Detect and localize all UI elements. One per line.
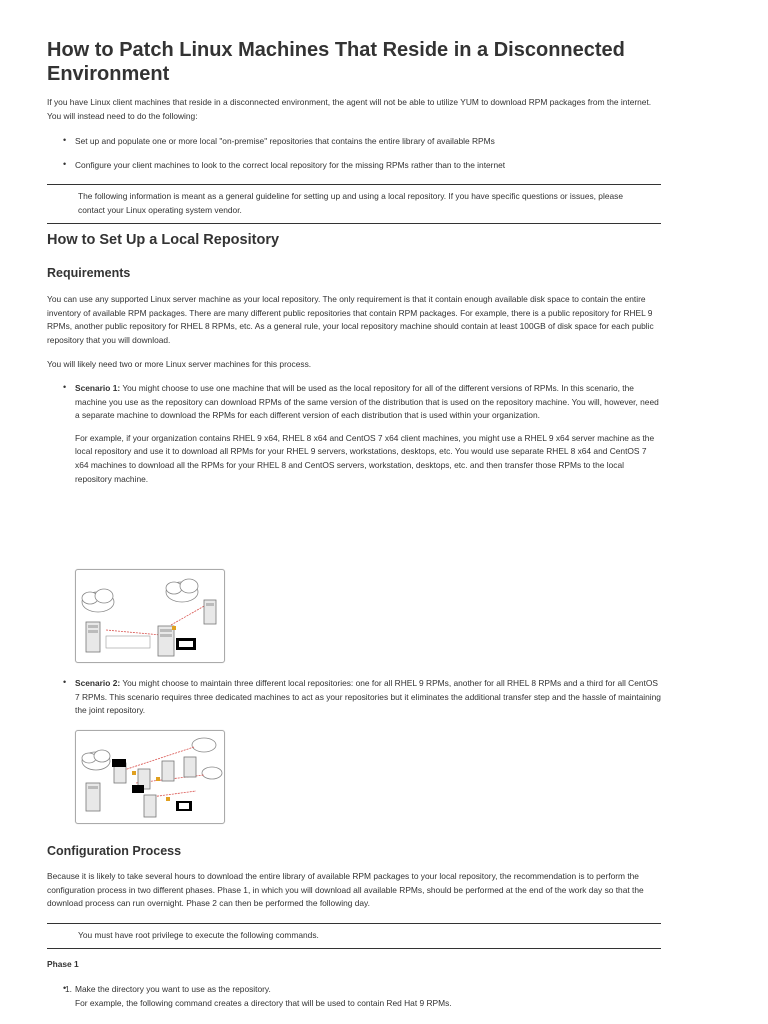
info-note [47, 184, 661, 224]
requirements-paragraph: You can use any supported Linux server machine as your local repository. The only requirement is that it contain enough available disk space to contain the entire inventory of available RPM packages. There are many different public repositories that contain RPM packages. For example, there is a public repository for RHEL 9 RPMs, another public repository for RHEL 8 RPMs, etc. As a general rule, your local repository machine should contain at least 100GB of disk space for each public repository that you will download. [47, 294, 654, 345]
scenario-2-text: You might choose to maintain three different local repositories: one for all RHEL 9 RPMs, another for all RHEL 8 RPMs and a third for all CentOS 7 RPMs. This scenario requires three dedicated machines to act as your repositories but it eliminates the additional transfer step and the hassle of maintaining the joint repository. [75, 678, 661, 716]
scenario-1-text: You might choose to use one machine that will be used as the local repository for all of the different versions of RPMs. In this scenario, the machine you use as the repository can download RPMs of the same version of the distribution that is used on the repository machine. You will, however, need a separate machine to download the RPMs for each different version of each distribution that is used within your organization. [75, 383, 659, 421]
phase-1-heading: Phase 1 [47, 959, 79, 969]
info-note-text: The following information is meant as a general guideline for setting up and using a local repository. If you have specific questions or issues, please contact your Linux operating system vendor. [78, 191, 623, 215]
scenario-1-example: For example, if your organization contains RHEL 9 x64, RHEL 8 x64 and CentOS 7 x64 client machines, you might use a RHEL 9 x64 server machine as the local repository and use it to download all RPMs for your RHEL 9 servers, workstations, desktops, etc. You would use separate RHEL 8 x64 and CentOS 7 x64 machines to download all the RPMs for your RHEL 8 and CentOS servers, workstation, desktops, etc. and then transfer those RPMs to the local repository machine. [75, 432, 655, 484]
scenario-1-diagram [75, 569, 225, 663]
root-privilege-note [47, 923, 661, 949]
scenario-2-diagram [75, 730, 225, 824]
configuration-heading: Configuration Process [47, 844, 182, 858]
scenario-1 [75, 382, 661, 486]
network-diagram-image [76, 731, 224, 823]
scenario-2-label: Scenario 2: [75, 678, 121, 688]
requirements-heading: Requirements [47, 266, 131, 280]
intro-bullet: • Set up and populate one or more local "on-premise" repositories that contains the entire library of available RPMs [75, 135, 661, 149]
requirements-note: You will likely need two or more Linux server machines for this process. [47, 359, 312, 369]
step-1: • 1. Make the directory you want to use as the repository. For example, the following command creates a directory that will be used to contain Red Hat 9 RPMs. [75, 983, 661, 1010]
step-number: • 1. [65, 984, 72, 994]
intro-bullet: • Configure your client machines to look to the correct local repository for the missing RPMs rather than to the internet [75, 159, 661, 173]
page-title: How to Patch Linux Machines That Reside in a Disconnected Environment [47, 39, 625, 85]
intro-paragraph: If you have Linux client machines that reside in a disconnected environment, the agent will not be able to utilize YUM to download RPM packages from the internet. You will instead need to do the following: [47, 97, 652, 121]
section-heading: How to Set Up a Local Repository [47, 232, 280, 248]
root-privilege-note-text: You must have root privilege to execute the following commands. [78, 930, 319, 940]
scenario-1-label: Scenario 1: [75, 383, 121, 393]
configuration-paragraph: Because it is likely to take several hours to download the entire library of available RPM packages to your local repository, the recommendation is to perform the configuration process in two different phases. Phase 1, in which you will download all available RPMs, should be performed at the end of the work day so that the download process can run overnight. Phase 2 can then be performed the following day. [47, 871, 644, 909]
scenario-2 [75, 677, 661, 718]
network-diagram-image [76, 570, 224, 662]
